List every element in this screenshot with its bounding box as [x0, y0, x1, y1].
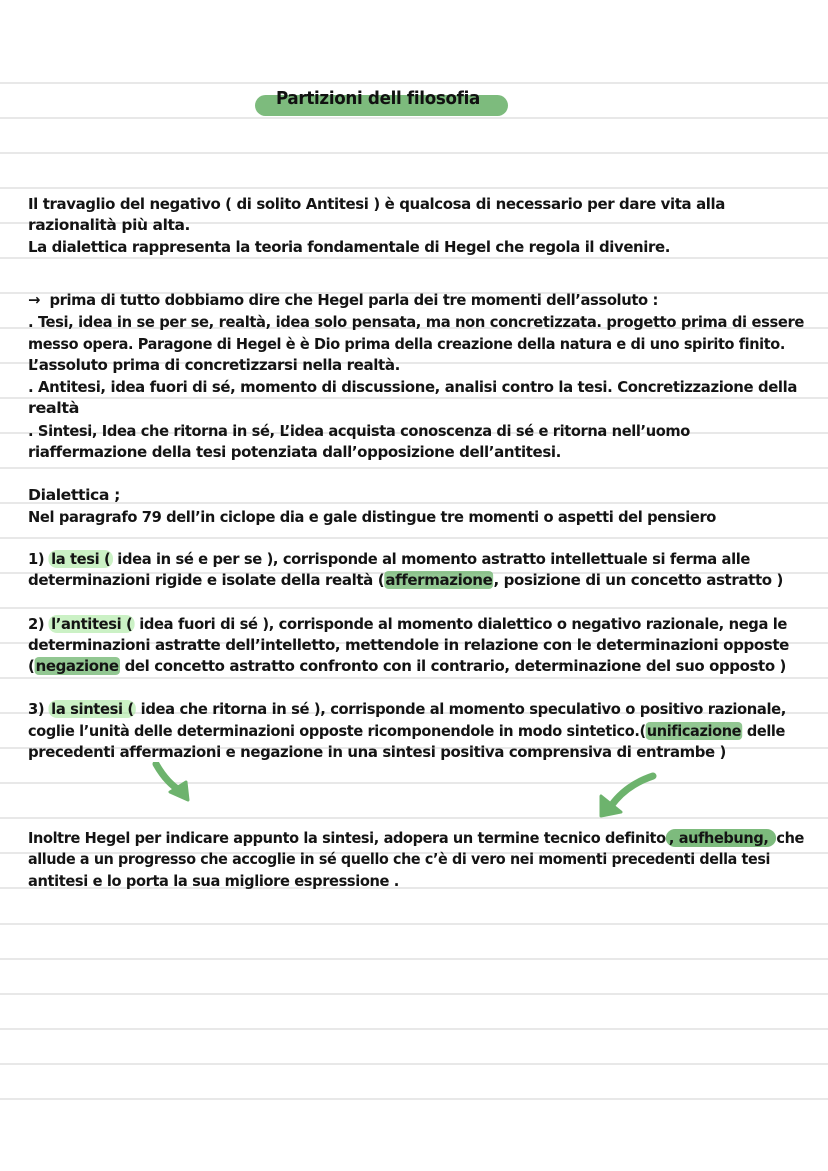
rule-line	[0, 82, 828, 84]
point-2-text: idea fuori di sé ), corrisponde al momento dialettico o negativo razionale, nega le	[139, 615, 787, 633]
point-2-line-3-pre: (	[28, 657, 35, 675]
rule-line	[0, 117, 828, 119]
moments-heading-text: prima di tutto dobbiamo dire che Hegel parla dei tre momenti dell’assoluto :	[49, 291, 659, 309]
point-1-text: idea in sé e per se ), corrisponde al momento astratto intellettuale si ferma alle	[117, 550, 750, 568]
point-2-line-3-post: del concetto astratto confronto con il contrario, determinazione del suo opposto )	[124, 657, 786, 675]
point-3-term: la sintesi (	[49, 700, 136, 718]
point-1-line-2	[28, 571, 783, 589]
rule-line	[0, 1063, 828, 1065]
rule-line	[0, 993, 828, 995]
point-3-line-1	[28, 700, 786, 718]
rule-line	[0, 397, 828, 399]
intro-line-2: razionalità più alta.	[28, 216, 190, 234]
moments-line-5: realtà	[28, 399, 79, 417]
rule-line	[0, 1028, 828, 1030]
point-1-line-2-post: , posizione di un concetto astratto )	[493, 571, 783, 589]
unificazione-highlight: unificazione	[646, 722, 742, 740]
point-1-term: la tesi (	[49, 550, 113, 568]
curved-down-right-arrow-icon	[150, 762, 200, 804]
rule-line	[0, 502, 828, 504]
moments-line-7: riaffermazione della tesi potenziata dall’opposizione dell’antitesi.	[28, 443, 561, 461]
rule-line	[0, 467, 828, 469]
point-2-line-2: determinazioni astratte dell’intelletto, mettendole in relazione con le determinazioni opposte	[28, 636, 789, 654]
affermazione-highlight: affermazione	[385, 571, 493, 589]
aufhebung-highlight: , aufhebung,	[666, 829, 777, 847]
point-2-number: 2)	[28, 615, 45, 633]
conclusion-line-3: antitesi e lo porta la sua migliore espressione .	[28, 872, 400, 890]
page-title: Partizioni dell filosofia	[276, 88, 480, 109]
right-arrow-icon: →	[28, 291, 40, 309]
conclusion-line-2: allude a un progresso che accoglie in sé quello che c’è di vero nei momenti precedenti della tesi	[28, 850, 770, 868]
rule-line	[0, 187, 828, 189]
point-1-line-2-pre: determinazioni rigide e isolate della realtà (	[28, 571, 385, 589]
rule-line	[0, 152, 828, 154]
curved-down-left-arrow-icon	[595, 770, 660, 820]
point-3-line-2	[28, 722, 785, 740]
rule-line	[0, 1098, 828, 1100]
point-3-text: idea che ritorna in sé ), corrisponde al momento speculativo o positivo razionale,	[140, 700, 786, 718]
point-1-number: 1)	[28, 550, 45, 568]
conclusion-line-1-post: che	[776, 829, 804, 847]
point-3-line-2-pre: coglie l’unità delle determinazioni opposte ricomponendole in modo sintetico.(	[28, 722, 646, 740]
moments-line-2: messo opera. Paragone di Hegel è è Dio prima della creazione della natura e di uno spirito finito.	[28, 335, 785, 353]
point-3-line-3: precedenti affermazioni e negazione in una sintesi positiva comprensiva di entrambe )	[28, 743, 726, 761]
conclusion-line-1-pre: Inoltre Hegel per indicare appunto la sintesi, adopera un termine tecnico definito	[28, 829, 666, 847]
moments-heading	[28, 291, 658, 309]
rule-line	[0, 257, 828, 259]
moments-line-3: L’assoluto prima di concretizzarsi nella realtà.	[28, 356, 400, 374]
rule-line	[0, 782, 828, 784]
rule-line	[0, 537, 828, 539]
point-3-number: 3)	[28, 700, 45, 718]
dialettica-heading: Dialettica ;	[28, 486, 120, 504]
conclusion-line-1	[28, 829, 804, 847]
rule-line	[0, 677, 828, 679]
intro-line-1: Il travaglio del negativo ( di solito Antitesi ) è qualcosa di necessario per dare vita alla	[28, 195, 725, 213]
point-2-term: l’antitesi (	[49, 615, 135, 633]
rule-line	[0, 923, 828, 925]
intro-line-3: La dialettica rappresenta la teoria fondamentale di Hegel che regola il divenire.	[28, 238, 670, 256]
rule-line	[0, 958, 828, 960]
moments-line-4: . Antitesi, idea fuori di sé, momento di discussione, analisi contro la tesi. Concretizzazione della	[28, 378, 797, 396]
moments-line-6: . Sintesi, Idea che ritorna in sé, L’idea acquista conoscenza di sé e ritorna nell’uomo	[28, 422, 690, 440]
point-1-line-1	[28, 550, 750, 568]
point-2-line-1	[28, 615, 787, 633]
point-2-line-3	[28, 657, 786, 675]
dialettica-intro: Nel paragrafo 79 dell’in ciclope dia e gale distingue tre momenti o aspetti del pensiero	[28, 508, 717, 526]
negazione-highlight: negazione	[35, 657, 119, 675]
rule-line	[0, 817, 828, 819]
moments-line-1: . Tesi, idea in se per se, realtà, idea solo pensata, ma non concretizzata. progetto prima di essere	[28, 313, 805, 331]
point-3-line-2-post: delle	[746, 722, 785, 740]
rule-line	[0, 607, 828, 609]
